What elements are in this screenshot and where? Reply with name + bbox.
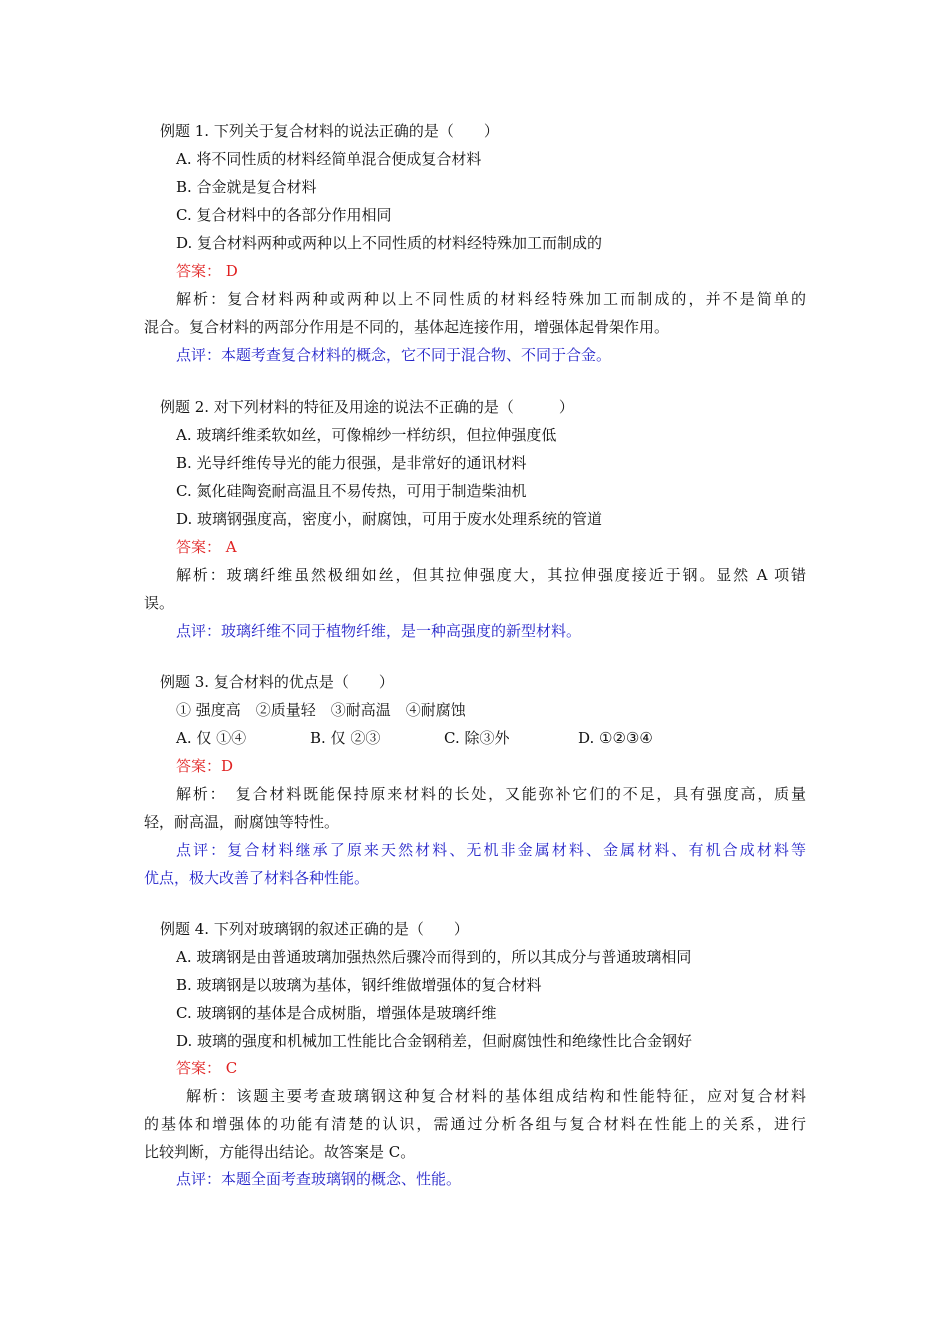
- question-3-option-c: C. 除③外: [444, 729, 510, 747]
- question-3-title: 例题 3. 复合材料的优点是（ ）: [160, 673, 394, 691]
- question-2-answer: 答案： A: [176, 538, 237, 556]
- question-1-option-c: C. 复合材料中的各部分作用相同: [176, 206, 392, 224]
- question-2-option-d: D. 玻璃钢强度高，密度小，耐腐蚀，可用于废水处理系统的管道: [176, 510, 603, 528]
- question-2-analysis-line-2: 误。: [144, 594, 175, 612]
- question-3-analysis-line-1: 解析： 复合材料既能保持原来材料的长处，又能弥补它们的不足，具有强度高，质量: [176, 785, 806, 803]
- question-1-title: 例题 1. 下列关于复合材料的说法正确的是（ ）: [160, 122, 499, 140]
- question-3-items: ① 强度高 ②质量轻 ③耐高温 ④耐腐蚀: [176, 701, 466, 719]
- question-1-analysis-line-1: 解析：复合材料两种或两种以上不同性质的材料经特殊加工而制成的，并不是简单的: [176, 290, 806, 308]
- question-3-option-a: A. 仅 ①④: [176, 729, 247, 747]
- question-3-analysis-line-2: 轻，耐高温，耐腐蚀等特性。: [144, 813, 340, 831]
- question-4-analysis-line-2: 的基体和增强体的功能有清楚的认识，需通过分析各组与复合材料在性能上的关系，进行: [144, 1115, 806, 1133]
- question-1-option-a: A. 将不同性质的材料经简单混合便成复合材料: [176, 150, 482, 168]
- question-3-option-d: D. ①②③④: [578, 729, 653, 747]
- question-1-analysis-line-2: 混合。复合材料的两部分作用是不同的，基体起连接作用，增强体起骨架作用。: [144, 318, 670, 336]
- question-4-analysis-line-1: 解析：该题主要考查玻璃钢这种复合材料的基体组成结构和性能特征，应对复合材料: [186, 1087, 806, 1105]
- question-2-title: 例题 2. 对下列材料的特征及用途的说法不正确的是（ ）: [160, 398, 574, 416]
- question-1-answer: 答案： D: [176, 262, 238, 280]
- question-3-comment-line-2: 优点，极大改善了材料各种性能。: [144, 869, 370, 887]
- question-1-option-d: D. 复合材料两种或两种以上不同性质的材料经特殊加工而制成的: [176, 234, 603, 252]
- question-4-option-b: B. 玻璃钢是以玻璃为基体，钢纤维做增强体的复合材料: [176, 976, 542, 994]
- question-4-analysis-line-3: 比较判断，方能得出结论。故答案是 C。: [144, 1143, 416, 1161]
- question-3-option-b: B. 仅 ②③: [310, 729, 381, 747]
- question-1-option-b: B. 合金就是复合材料: [176, 178, 317, 196]
- question-2-option-b: B. 光导纤维传导光的能力很强，是非常好的通讯材料: [176, 454, 527, 472]
- question-2-option-c: C. 氮化硅陶瓷耐高温且不易传热，可用于制造柴油机: [176, 482, 527, 500]
- question-1-comment: 点评：本题考查复合材料的概念，它不同于混合物、不同于合金。: [176, 346, 612, 364]
- question-4-option-d: D. 玻璃的强度和机械加工性能比合金钢稍差，但耐腐蚀性和绝缘性比合金钢好: [176, 1032, 693, 1050]
- question-2-comment: 点评：玻璃纤维不同于植物纤维，是一种高强度的新型材料。: [176, 622, 582, 640]
- question-4-comment: 点评：本题全面考查玻璃钢的概念、性能。: [176, 1170, 462, 1188]
- question-4-option-c: C. 玻璃钢的基体是合成树脂，增强体是玻璃纤维: [176, 1004, 497, 1022]
- question-4-answer: 答案： C: [176, 1059, 238, 1077]
- question-3-answer: 答案：D: [176, 757, 234, 775]
- question-2-analysis-line-1: 解析：玻璃纤维虽然极细如丝，但其拉伸强度大，其拉伸强度接近于钢。显然 A 项错: [176, 566, 806, 584]
- question-4-option-a: A. 玻璃钢是由普通玻璃加强热然后骤冷而得到的，所以其成分与普通玻璃相同: [176, 948, 692, 966]
- question-2-option-a: A. 玻璃纤维柔软如丝，可像棉纱一样纺织，但拉伸强度低: [176, 426, 557, 444]
- question-3-comment-line-1: 点评：复合材料继承了原来天然材料、无机非金属材料、金属材料、有机合成材料等: [176, 841, 806, 859]
- question-4-title: 例题 4. 下列对玻璃钢的叙述正确的是（ ）: [160, 920, 469, 938]
